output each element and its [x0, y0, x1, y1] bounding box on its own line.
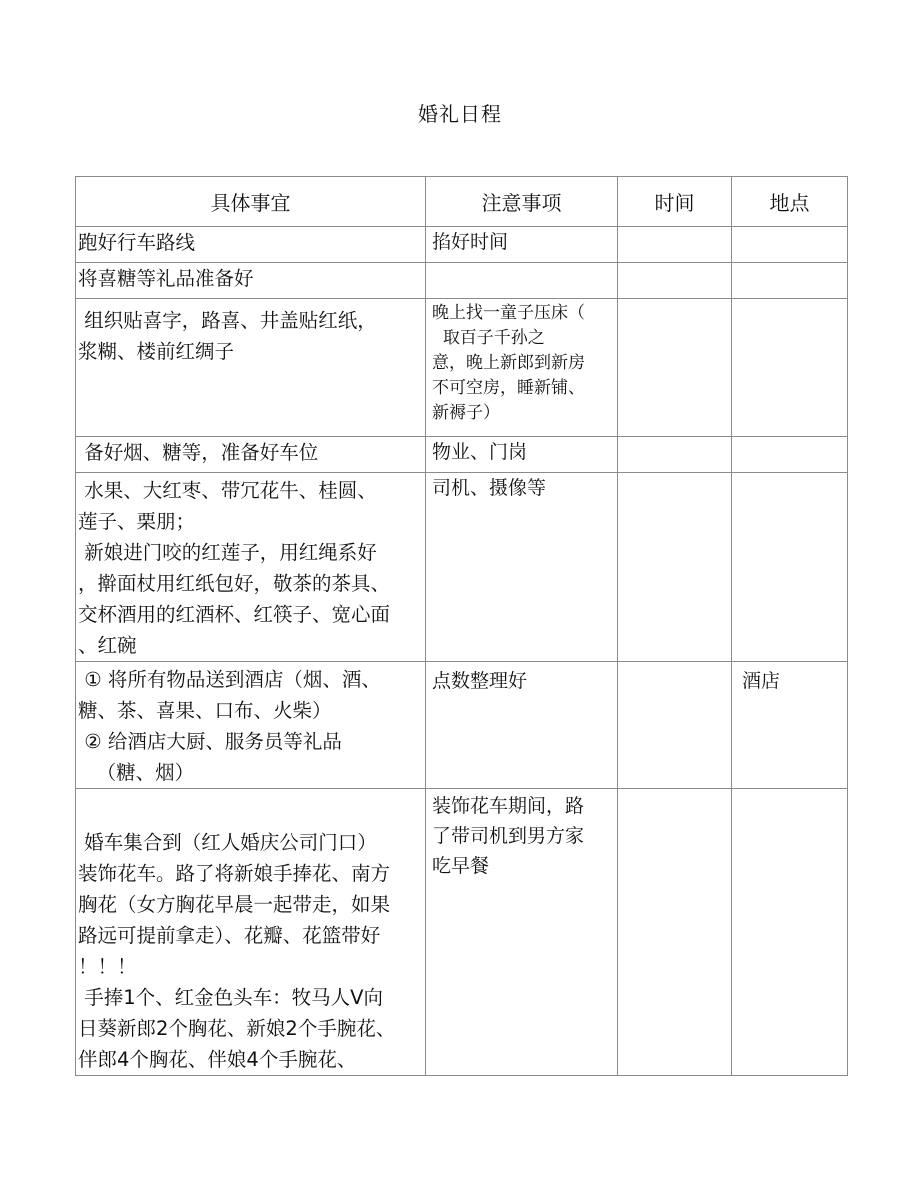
cell-place: [732, 227, 848, 263]
cell-place: [732, 263, 848, 299]
header-place: 地点: [732, 177, 848, 227]
cell-time: [618, 437, 732, 473]
cell-note: 装饰花车期间，路 了带司机到男方家 吃早餐: [426, 789, 618, 1076]
cell-item: 备好烟、糖等，准备好车位: [76, 437, 426, 473]
cell-time: [618, 789, 732, 1076]
cell-time: [618, 227, 732, 263]
cell-item: 婚车集合到（红人婚庆公司门口） 装饰花车。路了将新娘手捧花、南方 胸花（女方胸花早晨一起带走，如果 路远可提前拿走）、花瓣、花篮带好 ！！！ 手捧1个、红金色头车：牧马人V向 日葵新郎2个胸花、新娘2个手腕花、 伴郎4个胸花、伴娘4个手腕花、: [76, 789, 426, 1076]
cell-time: [618, 263, 732, 299]
schedule-table: [75, 176, 848, 1076]
cell-item: ① 将所有物品送到酒店（烟、酒、 糖、茶、喜果、口布、火柴） ② 给酒店大厨、服务员等礼品 （糖、烟）: [76, 662, 426, 789]
cell-time: [618, 299, 732, 437]
cell-item: 将喜糖等礼品准备好: [76, 263, 426, 299]
page-title: 婚礼日程: [418, 102, 502, 126]
table-row: [76, 662, 848, 789]
cell-place: [732, 437, 848, 473]
cell-time: [618, 473, 732, 662]
header-time: 时间: [618, 177, 732, 227]
table-row: [76, 437, 848, 473]
cell-note: [426, 263, 618, 299]
cell-note: 物业、门岗: [426, 437, 618, 473]
cell-note: 点数整理好: [426, 662, 618, 789]
cell-note: 晚上找一童子压床（ 取百子千孙之 意，晚上新郎到新房 不可空房，睡新铺、 新褥子）: [426, 299, 618, 437]
cell-place: [732, 473, 848, 662]
table-row: [76, 299, 848, 437]
table-row: [76, 263, 848, 299]
cell-place: 酒店: [732, 662, 848, 789]
header-note: 注意事项: [426, 177, 618, 227]
cell-item: 跑好行车路线: [76, 227, 426, 263]
table-row: [76, 789, 848, 1076]
cell-place: [732, 299, 848, 437]
cell-item: 组织贴喜字，路喜、井盖贴红纸， 浆糊、楼前红绸子: [76, 299, 426, 437]
header-item: 具体事宜: [76, 177, 426, 227]
cell-note: 掐好时间: [426, 227, 618, 263]
cell-note: 司机、摄像等: [426, 473, 618, 662]
cell-place: [732, 789, 848, 1076]
cell-time: [618, 662, 732, 789]
header-row: [76, 177, 848, 227]
table-row: [76, 473, 848, 662]
cell-item: 水果、大红枣、带冗花牛、桂圆、 莲子、栗朋； 新娘进门咬的红莲子，用红绳系好 ，擀面杖用红纸包好，敬茶的茶具、 交杯酒用的红酒杯、红筷子、宽心面 、红碗: [76, 473, 426, 662]
table-row: [76, 227, 848, 263]
